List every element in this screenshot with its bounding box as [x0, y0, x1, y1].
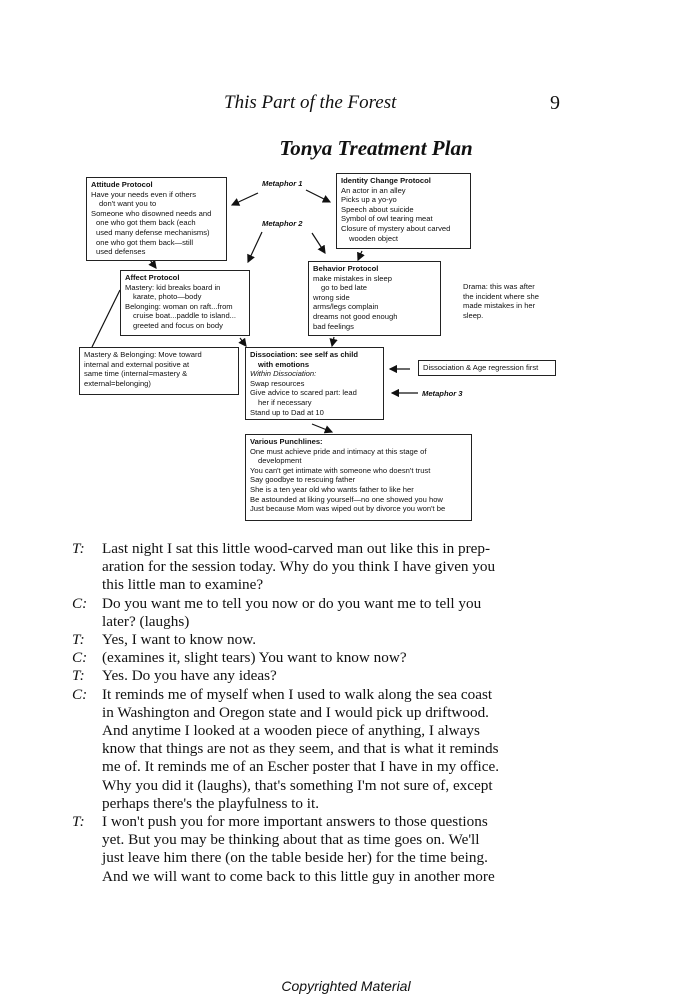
speaker-label: C:: [72, 649, 88, 667]
dialogue-line: in Washington and Oregon state and I would pick up driftwood.: [102, 703, 489, 721]
arrow-metaphor2-to-behavior: [312, 233, 325, 253]
dissociation-title: with emotions: [258, 359, 310, 369]
dissociation-line: Stand up to Dad at 10: [250, 407, 324, 417]
dialogue-line: And anytime I looked at a wooden piece of anything, I always: [102, 722, 480, 740]
behavior-line: go to bed late: [321, 283, 368, 293]
identity-line: Picks up a yo-yo: [341, 195, 397, 205]
punchline: You can't get intimate with someone who doesn't trust: [250, 465, 431, 475]
affect-line: Belonging: woman on raft...from: [125, 301, 233, 311]
arrow-attitude-to-affect: [150, 260, 156, 268]
mastery-line: external=belonging): [84, 378, 151, 388]
metaphor-1-label: Metaphor 1: [262, 179, 303, 188]
attitude-protocol-box: [86, 177, 227, 261]
arrow-affect-to-dissociation: [240, 338, 246, 346]
drama-note-line: the incident where she: [463, 291, 539, 301]
identity-line: An actor in an alley: [341, 185, 406, 195]
dialogue-turn: [72, 631, 562, 649]
affect-line: cruise boat...paddle to island...: [133, 311, 237, 321]
dialogue-turn: [72, 686, 562, 813]
dialogue-line: (examines it, slight tears) You want to know now?: [102, 649, 407, 667]
speaker-label: T:: [72, 540, 85, 557]
dialogue-line: this little man to examine?: [102, 576, 264, 594]
dialogue-line: I won't push you for more important answers to those questions: [102, 813, 488, 831]
running-title: This Part of the Forest: [224, 92, 397, 113]
dialogue-turn: [72, 667, 562, 685]
affect-protocol-box: [120, 270, 250, 336]
identity-line: Symbol of owl tearing meat: [341, 214, 433, 224]
attitude-line: Someone who disowned needs and: [91, 208, 212, 218]
dialogue-line: perhaps there's the playfulness to it.: [102, 794, 319, 812]
age-regression-label: Dissociation & Age regression first: [423, 363, 539, 372]
dialogue-line: aration for the session today. Why do you think I have given you: [102, 558, 496, 576]
mastery-line: same time (internal=mastery &: [84, 369, 188, 379]
dialogue-line: Last night I sat this little wood-carved man out like this in prep-: [102, 540, 491, 557]
affect-line: karate, photo—body: [133, 292, 202, 302]
dialogue-line: just leave him there (on the table beside her) for the time being.: [102, 849, 488, 867]
dissociation-title: Dissociation: see self as child: [250, 350, 359, 359]
affect-line: greeted and focus on body: [133, 320, 223, 330]
dissociation-subtitle: Within Dissociation:: [250, 369, 317, 379]
dialogue-line: later? (laughs): [102, 612, 190, 630]
behavior-line: arms/legs complain: [313, 302, 379, 312]
punchline: Be astounded at liking yourself—no one showed you how: [250, 494, 443, 504]
mastery-belonging-box: [79, 347, 239, 395]
dialogue-transcript: [72, 540, 562, 886]
attitude-line: used defenses: [96, 247, 146, 257]
drama-note: [463, 282, 539, 320]
dialogue-line: yet. But you may be thinking about that as time goes on. We'll: [102, 831, 480, 849]
dissociation-line: Give advice to scared part: lead: [250, 388, 357, 398]
copyright-footer: Copyrighted Material: [281, 978, 411, 994]
speaker-label: T:: [72, 667, 85, 685]
drama-note-line: sleep.: [463, 310, 484, 320]
speaker-label: T:: [72, 631, 85, 649]
dialogue-turn: [72, 595, 562, 631]
speaker-label: T:: [72, 813, 85, 831]
affect-title: Affect Protocol: [125, 273, 180, 282]
affect-line: Mastery: kid breaks board in: [125, 282, 221, 292]
identity-line: wooden object: [349, 233, 398, 243]
punchlines-box: [245, 434, 472, 521]
dissociation-box: [245, 347, 384, 420]
attitude-line: one who got them back—still: [96, 237, 194, 247]
dialogue-turn: [72, 649, 562, 667]
attitude-title: Attitude Protocol: [91, 180, 153, 189]
dialogue-turn: [72, 540, 562, 595]
behavior-line: wrong side: [313, 292, 350, 302]
dissociation-line: her if necessary: [258, 397, 312, 407]
drama-note-line: Drama: this was after: [463, 282, 535, 291]
arrow-metaphor2-to-affect: [248, 232, 262, 262]
attitude-line: used many defense mechanisms): [96, 227, 210, 237]
speaker-label: C:: [72, 594, 88, 612]
dialogue-line: know that things are not as they seem, and that is what it reminds: [102, 740, 499, 758]
dialogue-line: Yes. Do you have any ideas?: [102, 667, 277, 685]
identity-line: Speech about suicide: [341, 204, 414, 214]
arrow-behavior-to-dissociation: [332, 337, 334, 346]
attitude-line: one who got them back (each: [96, 218, 196, 228]
dialogue-line: Do you want me to tell you now or do you want me to tell you: [102, 594, 482, 612]
behavior-line: make mistakes in sleep: [313, 273, 392, 283]
arrow-metaphor1-to-attitude: [232, 193, 258, 205]
behavior-line: dreams not good enough: [313, 311, 398, 321]
behavior-protocol-box: [308, 261, 441, 336]
punchline: development: [258, 456, 302, 466]
punchline: One must achieve pride and intimacy at this stage of: [250, 446, 427, 456]
dialogue-line: Yes, I want to know now.: [102, 631, 256, 649]
dialogue-turn: [72, 813, 562, 886]
mastery-line: Mastery & Belonging: Move toward: [84, 350, 202, 359]
age-regression-box: [418, 360, 556, 376]
page-number: 9: [550, 92, 560, 114]
punchline: Say goodbye to rescuing father: [250, 475, 356, 485]
dialogue-line: It reminds me of myself when I used to walk along the sea coast: [102, 685, 493, 703]
metaphor-2-label: Metaphor 2: [262, 219, 303, 228]
punchlines-title: Various Punchlines:: [250, 437, 323, 446]
punchline: Just because Mom was wiped out by divorce you won't be: [250, 504, 446, 514]
punchline: She is a ten year old who wants father to like her: [250, 484, 414, 494]
arrow-dissociation-to-punchlines: [312, 424, 332, 432]
mastery-line: internal and external positive at: [84, 359, 190, 369]
figure-title: Tonya Treatment Plan: [279, 136, 473, 160]
behavior-line: bad feelings: [313, 321, 354, 331]
dissociation-line: Swap resources: [250, 378, 305, 388]
attitude-line: don't want you to: [99, 199, 157, 209]
drama-note-line: made mistakes in her: [463, 301, 536, 311]
identity-change-protocol-box: [336, 173, 471, 249]
dialogue-line: me of. It reminds me of an Escher poster that I have in my office.: [102, 758, 499, 776]
dialogue-line: Why you did it (laughs), that's something I'm not sure of, except: [102, 776, 493, 794]
arrow-identity-to-behavior: [358, 251, 362, 260]
arrow-metaphor1-to-identity: [306, 190, 330, 202]
arrow-affect-to-mastery: [92, 290, 120, 347]
speaker-label: C:: [72, 685, 88, 703]
metaphor-3-label: Metaphor 3: [422, 389, 463, 398]
identity-title: Identity Change Protocol: [341, 176, 431, 185]
identity-line: Closure of mystery about carved: [341, 223, 451, 233]
attitude-line: Have your needs even if others: [91, 189, 197, 199]
behavior-title: Behavior Protocol: [313, 264, 379, 273]
dialogue-line: And we will want to come back to this little guy in another more: [102, 867, 495, 885]
